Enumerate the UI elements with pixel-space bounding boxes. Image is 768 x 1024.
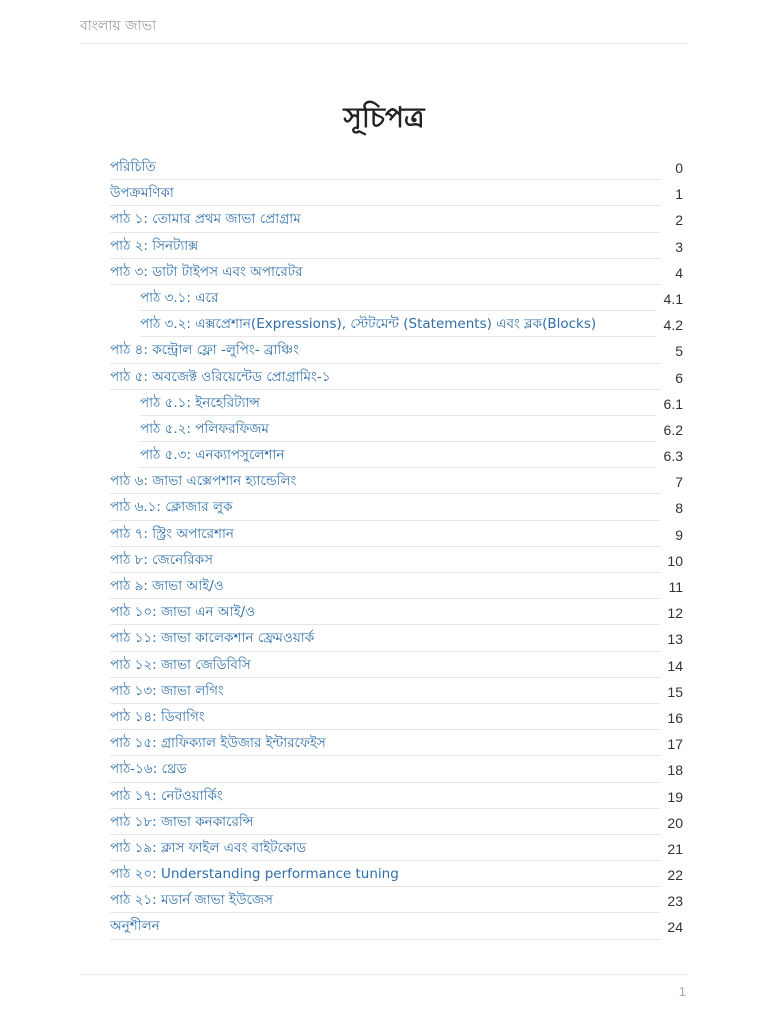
toc-entry-link[interactable]: পাঠ ১৫: গ্রাফিক্যাল ইউজার ইন্টারফেইস [110,735,326,752]
toc-entry-link[interactable]: পাঠ ২০: Understanding performance tuning [110,866,399,883]
toc-entry [110,285,686,311]
toc-entry-link[interactable]: পাঠ ৬.১: ক্লোজার লুক [110,499,233,516]
toc-entry [110,233,686,259]
toc-entry-link[interactable]: পাঠ ৫: অবজেক্ট ওরিয়েন্টেড প্রোগ্রামিং-১ [110,368,331,385]
book-title: বাংলায় জাভা [80,18,157,34]
footer-divider [80,974,688,975]
toc-entry [110,521,686,547]
toc-entry-link[interactable]: পাঠ ৯: জাভা আই/ও [110,578,224,594]
toc-entry-link[interactable]: পাঠ ১৭: নেটওয়ার্কিং [110,787,223,804]
toc-entry [110,154,686,180]
toc-entry-link[interactable]: উপক্রমণিকা [110,185,174,202]
toc-entry-link[interactable]: পাঠ ১২: জাভা জেডিবিসি [110,656,251,673]
toc-entry [110,442,686,468]
toc-entry-page-number: 6.2 [663,421,683,438]
toc-entry-page-number: 18 [667,762,683,779]
toc-entry-link[interactable]: পাঠ ১৮: জাভা কনকারেন্সি [110,813,254,830]
toc-entry-page-number: 6 [675,369,683,386]
toc-entry-page-number: 0 [675,160,683,176]
page-number: 1 [678,984,686,999]
toc-entry [110,887,686,913]
toc-entry-page-number: 9 [675,526,683,543]
toc-entry [110,547,686,573]
toc-entry-link[interactable]: পাঠ ৬: জাভা এক্সেপশান হ্যান্ডেলিং [110,473,297,490]
toc-entry-page-number: 22 [667,867,683,884]
toc-entry [110,625,686,651]
toc-entry-link[interactable]: পাঠ ১: তোমার প্রথম জাভা প্রোগ্রাম [110,211,301,228]
toc-entry [110,311,686,337]
toc-entry-link[interactable]: পরিচিতি [110,159,156,175]
toc-entry [110,809,686,835]
toc-entry [110,730,686,756]
toc-entry-link[interactable]: পাঠ ৩.২: এক্সপ্রেশান(Expressions), স্টেটমেন্ট (Statements) এবং ব্লক(Blocks) [140,316,597,333]
toc-entry [110,390,686,416]
toc-entry-link[interactable]: পাঠ ১১: জাভা কালেকশান ফ্রেমওয়ার্ক [110,630,315,647]
toc-entry-page-number: 8 [675,500,683,517]
toc-entry [110,835,686,861]
toc-entry-page-number: 24 [667,919,683,936]
toc-entry [110,364,686,390]
toc-entry-page-number: 15 [667,683,683,700]
toc-entry-link[interactable]: পাঠ ৩.১: এরে [140,289,219,306]
toc-entry-link[interactable]: পাঠ ১০: জাভা এন আই/ও [110,604,256,621]
toc-entry-link[interactable]: অনুশীলন [110,918,160,935]
toc-entry-page-number: 12 [667,605,683,622]
toc-entry-page-number: 20 [667,814,683,831]
toc-entry-page-number: 17 [667,736,683,753]
toc-entry-link[interactable]: পাঠ ২: সিনট্যাক্স [110,237,199,254]
toc-entry-page-number: 6.3 [663,448,683,465]
toc-entry-page-number: 3 [675,238,683,255]
header-divider [80,43,688,44]
toc-entry-link[interactable]: পাঠ ৮: জেনেরিকস [110,551,213,568]
toc-entry [110,259,686,285]
toc-entry [110,337,686,363]
toc-entry [110,599,686,625]
toc-entry-page-number: 10 [667,552,683,569]
page-title: সূচিপত্র [343,101,425,134]
toc-entry [110,678,686,704]
toc-entry [110,783,686,809]
toc-entry-link[interactable]: পাঠ ৪: কন্ট্রোল ফ্লো -লুপিং- ব্রাঞ্চিং [110,342,299,359]
toc-entry [110,861,686,887]
toc-entry-link[interactable]: পাঠ ৭: স্ট্রিং অপারেশান [110,525,234,542]
toc-entry-page-number: 13 [667,631,683,648]
toc-entry-link[interactable]: পাঠ-১৬: থ্রেড [110,761,187,778]
toc-entry-page-number: 6.1 [663,395,683,412]
toc-entry-page-number: 5 [675,343,683,360]
toc-entry-page-number: 19 [667,788,683,805]
toc-entry-page-number: 23 [667,893,683,910]
toc-entry-page-number: 4.2 [663,317,683,334]
toc-entry-page-number: 7 [675,474,683,491]
toc-entry-link[interactable]: পাঠ ৫.২: পলিফরফিজম [140,420,269,437]
toc-entry [110,756,686,782]
toc-entry-link[interactable]: পাঠ ১৯: ক্লাস ফাইল এবং বাইটকোড [110,839,307,856]
toc-entry [110,704,686,730]
toc-entry-link[interactable]: পাঠ ১৩: জাভা লগিং [110,682,224,699]
toc-entry [110,416,686,442]
toc-entry-page-number: 14 [667,657,683,674]
toc-entry [110,206,686,232]
toc-entry-page-number: 4 [675,264,683,281]
toc-entry-page-number: 4.1 [663,290,683,307]
toc-entry [110,468,686,494]
toc-entry-link[interactable]: পাঠ ১৪: ডিবাগিং [110,708,205,725]
toc-entry [110,573,686,599]
toc-entry [110,652,686,678]
toc-entry-page-number: 16 [667,709,683,726]
toc-entry [110,180,686,206]
toc-entry-divider [110,939,660,940]
toc-entry-link[interactable]: পাঠ ৫.১: ইনহেরিট্যান্স [140,394,260,411]
toc-entry-page-number: 1 [675,186,683,203]
toc-entry [110,913,686,939]
toc-entry-link[interactable]: পাঠ ২১: মডার্ন জাভা ইউজেস [110,892,273,909]
toc-entry-page-number: 21 [667,840,683,857]
toc-entry-link[interactable]: পাঠ ৩: ডাটা টাইপস এবং অপারেটর [110,263,303,280]
toc-entry-page-number: 11 [668,579,683,595]
toc-entry-page-number: 2 [675,212,683,229]
toc-entry-link[interactable]: পাঠ ৫.৩: এনক্যাপসুলেশান [140,447,285,464]
toc-entry [110,494,686,520]
table-of-contents [110,154,686,940]
